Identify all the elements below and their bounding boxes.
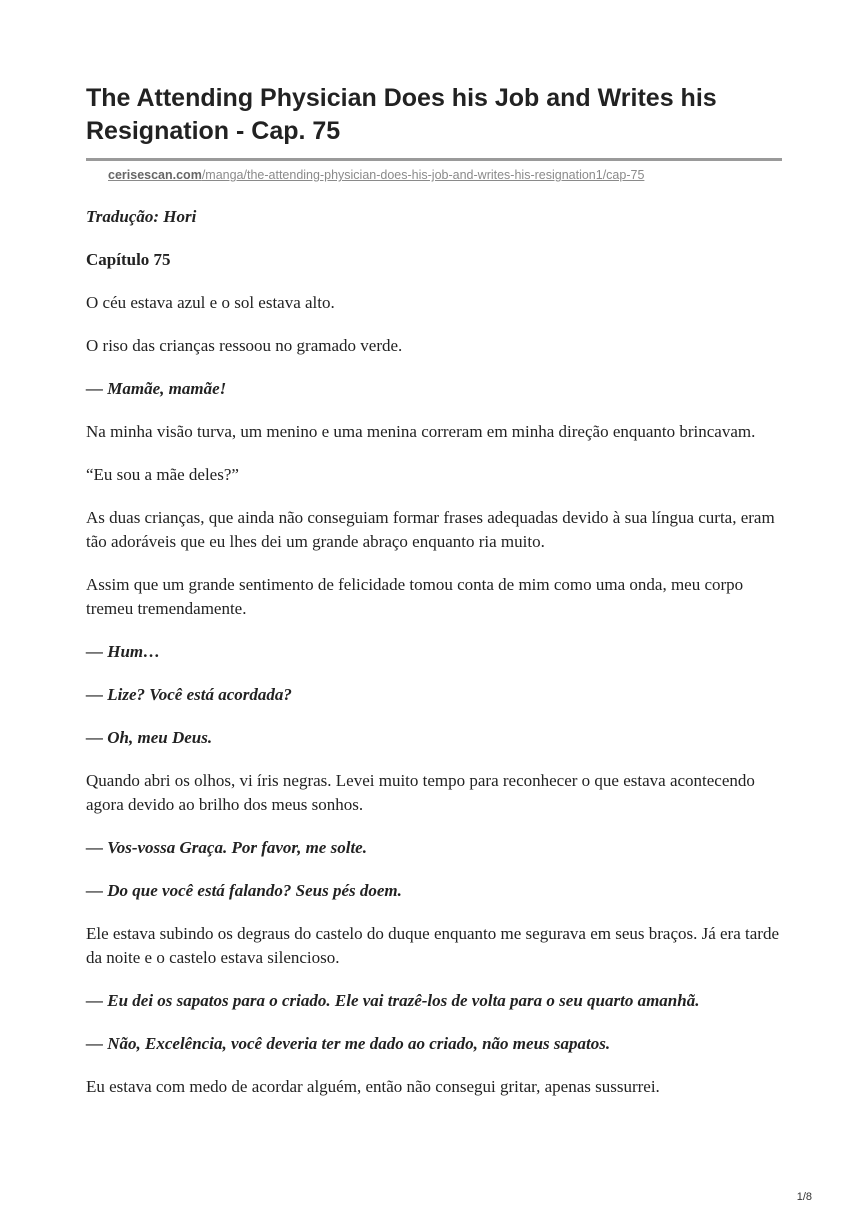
dialogue-line: — Vos-vossa Graça. Por favor, me solte. (86, 838, 367, 857)
source-domain[interactable]: cerisescan.com (108, 168, 202, 182)
paragraph: Assim que um grande sentimento de felicidade tomou conta de mim como uma onda, meu corpo tremeu tremendamente. (86, 575, 744, 618)
paragraph: Eu estava com medo de acordar alguém, então não consegui gritar, apenas sussurrei. (86, 1077, 660, 1096)
dialogue-line: — Não, Excelência, você deveria ter me dado ao criado, não meus sapatos. (86, 1034, 611, 1053)
page-title: The Attending Physician Does his Job and Writes his Resignation - Cap. 75 (86, 84, 717, 145)
paragraph: O céu estava azul e o sol estava alto. (86, 293, 335, 312)
paragraph: O riso das crianças ressoou no gramado verde. (86, 336, 403, 355)
chapter-content (86, 205, 782, 1099)
document-page (86, 82, 782, 1118)
paragraph: Na minha visão turva, um menino e uma menina correram em minha direção enquanto brincavam. (86, 422, 756, 441)
source-path[interactable]: /manga/the-attending-physician-does-his-job-and-writes-his-resignation1/cap-75 (201, 168, 645, 182)
dialogue-line: — Mamãe, mamãe! (86, 379, 227, 398)
paragraph: Ele estava subindo os degraus do castelo do duque enquanto me segurava em seus braços. Já era tarde da noite e o castelo estava silencioso. (86, 924, 779, 967)
paragraph: Quando abri os olhos, vi íris negras. Levei muito tempo para reconhecer o que estava acontecendo agora devido ao brilho dos meus sonhos. (86, 771, 755, 814)
chapter-heading: Capítulo 75 (86, 250, 171, 269)
source-link[interactable] (108, 167, 782, 183)
translator-credit: Tradução: Hori (86, 207, 197, 226)
dialogue-line: — Oh, meu Deus. (86, 728, 213, 747)
dialogue-line: — Do que você está falando? Seus pés doem. (86, 881, 402, 900)
dialogue-line: — Lize? Você está acordada? (86, 685, 292, 704)
paragraph: As duas crianças, que ainda não conseguiam formar frases adequadas devido à sua língua curta, eram tão adoráveis que eu lhes dei um grande abraço enquanto ria muito. (86, 508, 775, 551)
title-divider (86, 158, 782, 161)
paragraph: “Eu sou a mãe deles?” (86, 465, 239, 484)
dialogue-line: — Eu dei os sapatos para o criado. Ele vai trazê-los de volta para o seu quarto amanhã. (86, 991, 700, 1010)
dialogue-line: — Hum… (86, 642, 161, 661)
page-number: 1/8 (796, 1191, 812, 1203)
